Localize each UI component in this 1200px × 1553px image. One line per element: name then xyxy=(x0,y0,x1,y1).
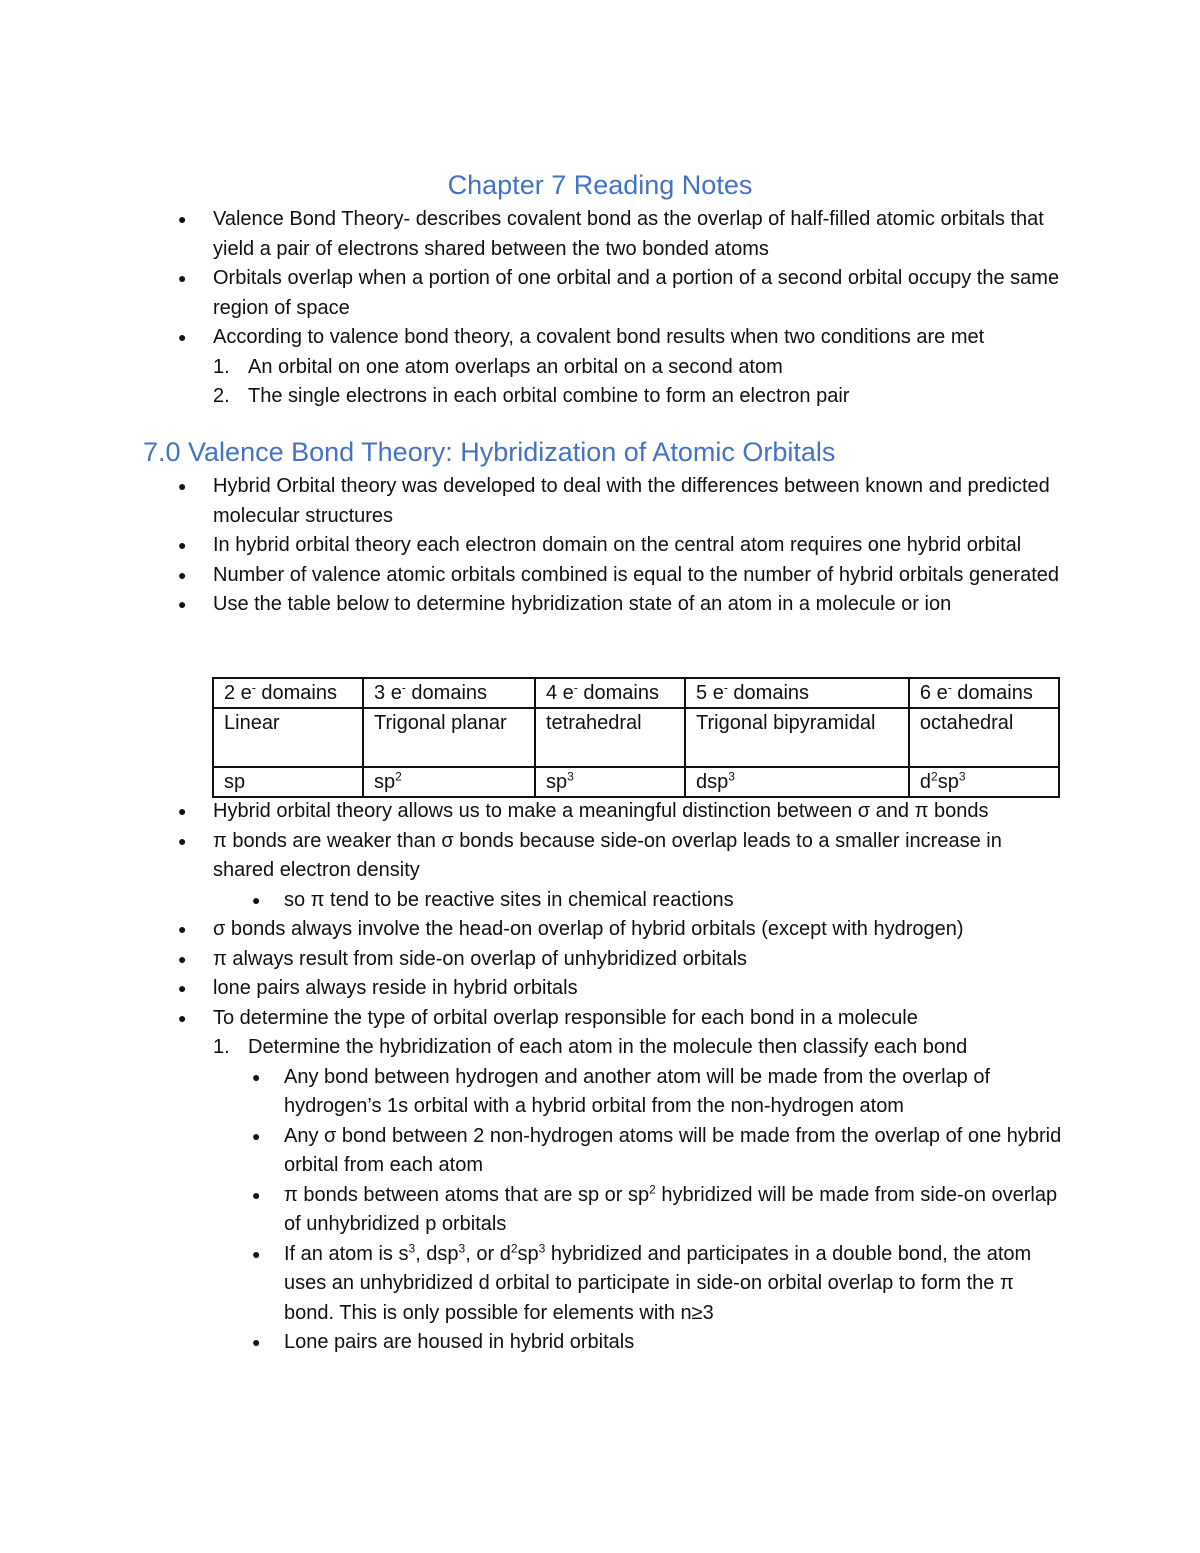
sub-list-item: ● Lone pairs are housed in hybrid orbitals xyxy=(0,1328,1064,1358)
bullet-icon: ● xyxy=(178,980,187,996)
bullet-icon: ● xyxy=(252,1334,261,1350)
list-item: ● Orbitals overlap when a portion of one orbital and a portion of a second orbital occupy the same region of space xyxy=(0,264,1063,323)
bullet-icon: ● xyxy=(178,803,187,819)
bullet-icon: ● xyxy=(252,891,261,908)
table-cell: octahedral xyxy=(909,708,1059,767)
bullet-icon: ● xyxy=(178,950,187,967)
numbered-item: 1. Determine the hybridization of each atom in the molecule then classify each bond xyxy=(213,1036,968,1058)
list-item: ● In hybrid orbital theory each electron domain on the central atom requires one hybrid orbital xyxy=(0,531,1063,561)
table-cell: $sp^2$ xyxy=(363,767,535,797)
table-cell: tetrahedral xyxy=(535,708,685,767)
table-cell: $sp^3$ xyxy=(535,767,685,797)
sub-list-item: ● Any σ bond between 2 non-hydrogen atoms will be made from the overlap of one hybrid orbital from each atom xyxy=(0,1122,1064,1181)
bullet-icon: ● xyxy=(178,211,187,227)
table-cell: 6 e- domains xyxy=(909,678,1059,708)
bullet-icon: ● xyxy=(252,1186,261,1203)
table-cell: Linear xyxy=(213,708,363,767)
table-cell: Trigonal planar xyxy=(363,708,535,767)
numbered-item: 1. An orbital on one atom overlaps an orbital on a second atom xyxy=(213,355,783,378)
table-cell: $d^2sp^3$ xyxy=(909,767,1059,797)
list-item: ● σ bonds always involve the head-on overlap of hybrid orbitals (except with hydrogen) xyxy=(0,915,1063,945)
table-cell: sp xyxy=(213,767,363,797)
numbered-item: 2. The single electrons in each orbital combine to form an electron pair xyxy=(213,385,850,407)
intro-list xyxy=(0,205,1200,412)
table-cell: 2 e- domains xyxy=(213,678,363,708)
sub-list-item: ● Any bond between hydrogen and another atom will be made from the overlap of hydrogen’s 1s orbital with a hybrid orbital from the non-hydrogen atom xyxy=(0,1063,1064,1122)
list-item: ● To determine the type of orbital overlap responsible for each bond in a molecule xyxy=(0,1004,1063,1034)
list-item: ● Hybrid orbital theory allows us to make a meaningful distinction between σ and π bonds xyxy=(0,797,1063,827)
table-cell: 4 e- domains xyxy=(535,678,685,708)
table-cell: 3 e- domains xyxy=(363,678,535,708)
bullet-icon: ● xyxy=(178,832,187,849)
list-item: ● According to valence bond theory, a covalent bond results when two conditions are met xyxy=(0,323,1063,353)
page-title: Chapter 7 Reading Notes xyxy=(447,170,753,200)
bullet-icon: ● xyxy=(178,270,187,286)
bullet-icon: ● xyxy=(252,1127,261,1144)
table-cell: dsp$^3$ xyxy=(685,767,909,797)
table-row xyxy=(213,708,1059,767)
bullet-icon: ● xyxy=(178,921,187,937)
bullet-icon: ● xyxy=(178,566,187,583)
list-item: ● Hybrid Orbital theory was developed to deal with the differences between known and predicted molecular structures xyxy=(0,472,1063,531)
list-item: ● Number of valence atomic orbitals combined is equal to the number of hybrid orbitals generated xyxy=(0,561,1063,591)
table-row xyxy=(213,767,1059,797)
list-item: ● π bonds are weaker than σ bonds because side-on overlap leads to a smaller increase in shared electron density xyxy=(0,827,1063,886)
bullet-icon: ● xyxy=(178,329,187,345)
list-item: ● lone pairs always reside in hybrid orbitals xyxy=(0,974,1063,1004)
sub-list-item: ● so π tend to be reactive sites in chemical reactions xyxy=(0,886,1064,916)
bullet-icon: ● xyxy=(252,1245,261,1262)
bullet-icon: ● xyxy=(178,1009,187,1026)
bullet-icon: ● xyxy=(178,537,187,553)
sub-list-item: ● If an atom is $s^3$, dsp$^3$, or $d^2sp^3$ hybridized and participates in a double bond, the atom uses an unhybridized d orbital to participate in side-on orbital overlap to form the π bond. This is only possible for elements with n≥3 xyxy=(252,1240,1032,1324)
list-item: ● Valence Bond Theory- describes covalent bond as the overlap of half-filled atomic orbitals that yield a pair of electrons shared between the two bonded atoms xyxy=(0,205,1063,264)
bullet-icon: ● xyxy=(178,596,187,612)
table-row xyxy=(213,678,1059,708)
hybridization-table xyxy=(212,677,1060,798)
after-table-list xyxy=(0,797,1200,1358)
bullet-icon: ● xyxy=(178,478,187,494)
section-list xyxy=(0,472,1200,620)
bullet-icon: ● xyxy=(252,1068,261,1085)
table-cell: Trigonal bipyramidal xyxy=(685,708,909,767)
section-heading: 7.0 Valence Bond Theory: Hybridization of Atomic Orbitals xyxy=(143,437,836,467)
list-item: ● Use the table below to determine hybridization state of an atom in a molecule or ion xyxy=(0,590,1063,620)
sub-list-item: ● π bonds between atoms that are sp or $sp^2$ hybridized will be made from side-on overlap of unhybridized p orbitals xyxy=(252,1181,1058,1235)
list-item: ● π always result from side-on overlap of unhybridized orbitals xyxy=(0,945,1063,975)
table-cell: 5 e- domains xyxy=(685,678,909,708)
